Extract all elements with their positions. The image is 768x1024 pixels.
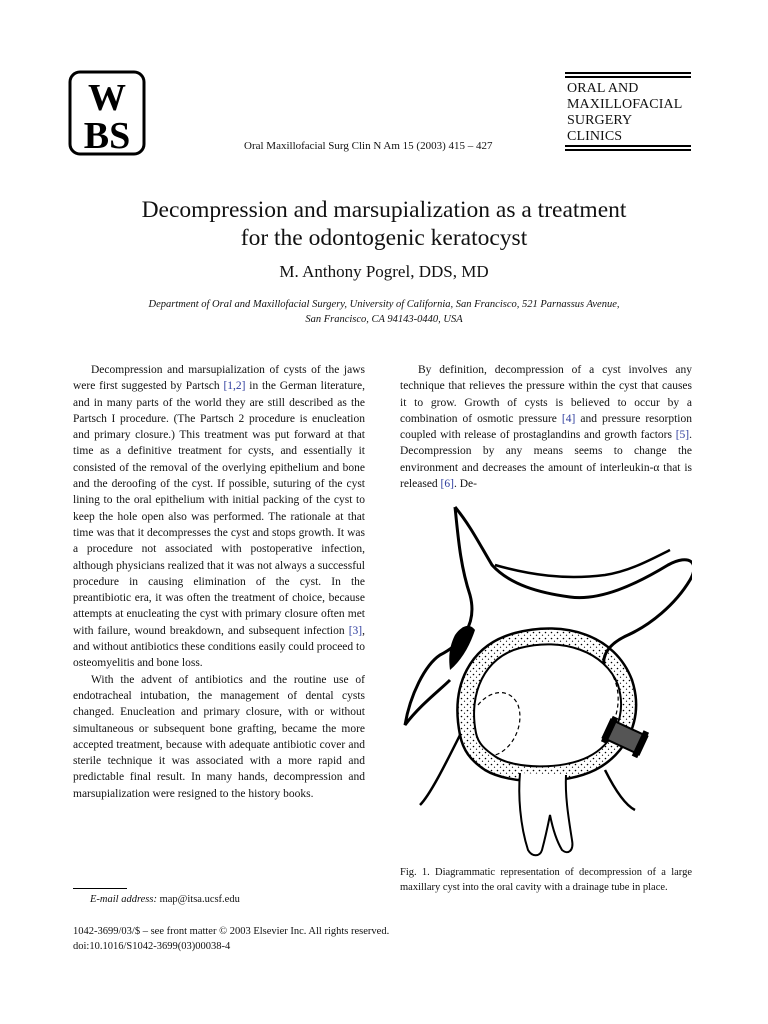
brand-line: MAXILLOFACIAL	[567, 97, 683, 112]
body-column-right	[400, 362, 692, 492]
text-run: , and without antibiotics these conditions easily could proceed to osteomyelitis and bone loss.	[73, 624, 365, 670]
text-run: . Decompression by any means seems to change the environment and decreases the amount of interleukin-α that is released	[400, 429, 692, 491]
doi-line: doi:10.1016/S1042-3699(03)00038-4	[73, 941, 231, 952]
brand-line: ORAL AND	[567, 81, 639, 96]
footnote	[90, 894, 240, 905]
text-run: . De-	[453, 478, 477, 491]
svg-text:BS: BS	[83, 115, 131, 156]
title-line-2: for the odontogenic keratocyst	[240, 225, 528, 251]
footnote-label: E-mail address:	[90, 894, 157, 905]
wbs-logo-icon	[68, 70, 146, 156]
copyright-line: 1042-3699/03/$ – see front matter © 2003 Elsevier Inc. All rights reserved.	[73, 926, 390, 937]
paragraph-1	[73, 362, 365, 672]
brand-rule-top	[565, 72, 691, 80]
affiliation-line-1: Department of Oral and Maxillofacial Surgery, University of California, San Francisco, 521 Parnassus Avenue,	[148, 299, 620, 310]
text-run: Decompression and marsupialization of cysts of the jaws were first suggested by Partsch	[73, 364, 365, 393]
svg-text:W: W	[88, 77, 126, 119]
figure-1-diagram	[400, 505, 692, 860]
reference-link[interactable]: [5]	[675, 429, 690, 442]
footnote-rule	[73, 888, 127, 889]
email-link[interactable]: map@itsa.ucsf.edu	[159, 894, 240, 905]
brand-line: CLINICS	[567, 129, 623, 144]
body-column-left	[73, 362, 365, 802]
figure-caption: Fig. 1. Diagrammatic representation of decompression of a large maxillary cyst into the oral cavity with a drainage tube in place.	[400, 867, 692, 893]
paragraph-2: With the advent of antibiotics and the routine use of endotracheal intubation, the management of dental cysts changed. Enucleation and primary closure, with or without simultaneous or subsequent bone grafting, became the more accepted treatment, because with adequate antibiotic cover and sterile technique it was associated with a more rapid and predictable final result. In many hands, decompression and marsupialization were resigned to the history books.	[73, 673, 365, 800]
text-run: By definition, decompression of a cyst involves any technique that relieves the pressure within the cyst that causes it to grow. Growth of cysts is believed to occur by a combination of osmotic pressure	[400, 364, 692, 425]
article-author: M. Anthony Pogrel, DDS, MD	[279, 262, 489, 281]
page-footer	[73, 924, 389, 954]
reference-link[interactable]: [4]	[561, 412, 576, 425]
article-title	[60, 196, 708, 252]
journal-brand	[567, 81, 707, 145]
tooth-outline	[519, 773, 572, 855]
reference-link[interactable]: [3]	[348, 624, 363, 637]
brand-rule-bottom	[565, 145, 691, 153]
reference-link[interactable]: [6]	[440, 478, 454, 491]
nasal-floor-line	[495, 550, 670, 577]
affiliation-line-2: San Francisco, CA 94143-0440, USA	[305, 314, 463, 325]
cyst-cavity	[474, 644, 621, 766]
reference-link[interactable]: [1,2]	[223, 380, 246, 393]
title-line-1: Decompression and marsupialization as a treatment	[141, 197, 627, 223]
text-run: in the German literature, and in many parts of the world they are still described as the Partsch I procedure. (The Partsch 2 procedure is enucleation and primary closure.) This treatment was put forward at that time as a definitive treatment for cysts, and essentially it consisted of the removal of the overlying epithelium and bone and the deroofing of the cyst. If possible, suturing of the cyst lining to the oral epithelium with initial packing of the cyst to keep the hole open also was performed. The rationale at that time was that it decompresses the cyst and stops growth. It was a procedure not associated with postoperative infection, although physicians realized that it was not always a successful procedure in causing elimination of the cyst. In the preantibiotic era, it was often the treatment of choice, because attempts at enucleating the cyst with primary closure often met with failure, wound breakdown, and subsequent infection	[73, 380, 365, 637]
author-affiliation	[90, 297, 678, 327]
paragraph-3	[400, 362, 692, 492]
brand-line: SURGERY	[567, 113, 633, 128]
text-run: and pressure resorption coupled with release of prostaglandins and growth factors	[400, 412, 692, 442]
journal-citation: Oral Maxillofacial Surg Clin N Am 15 (2003) 415 – 427	[244, 140, 493, 152]
